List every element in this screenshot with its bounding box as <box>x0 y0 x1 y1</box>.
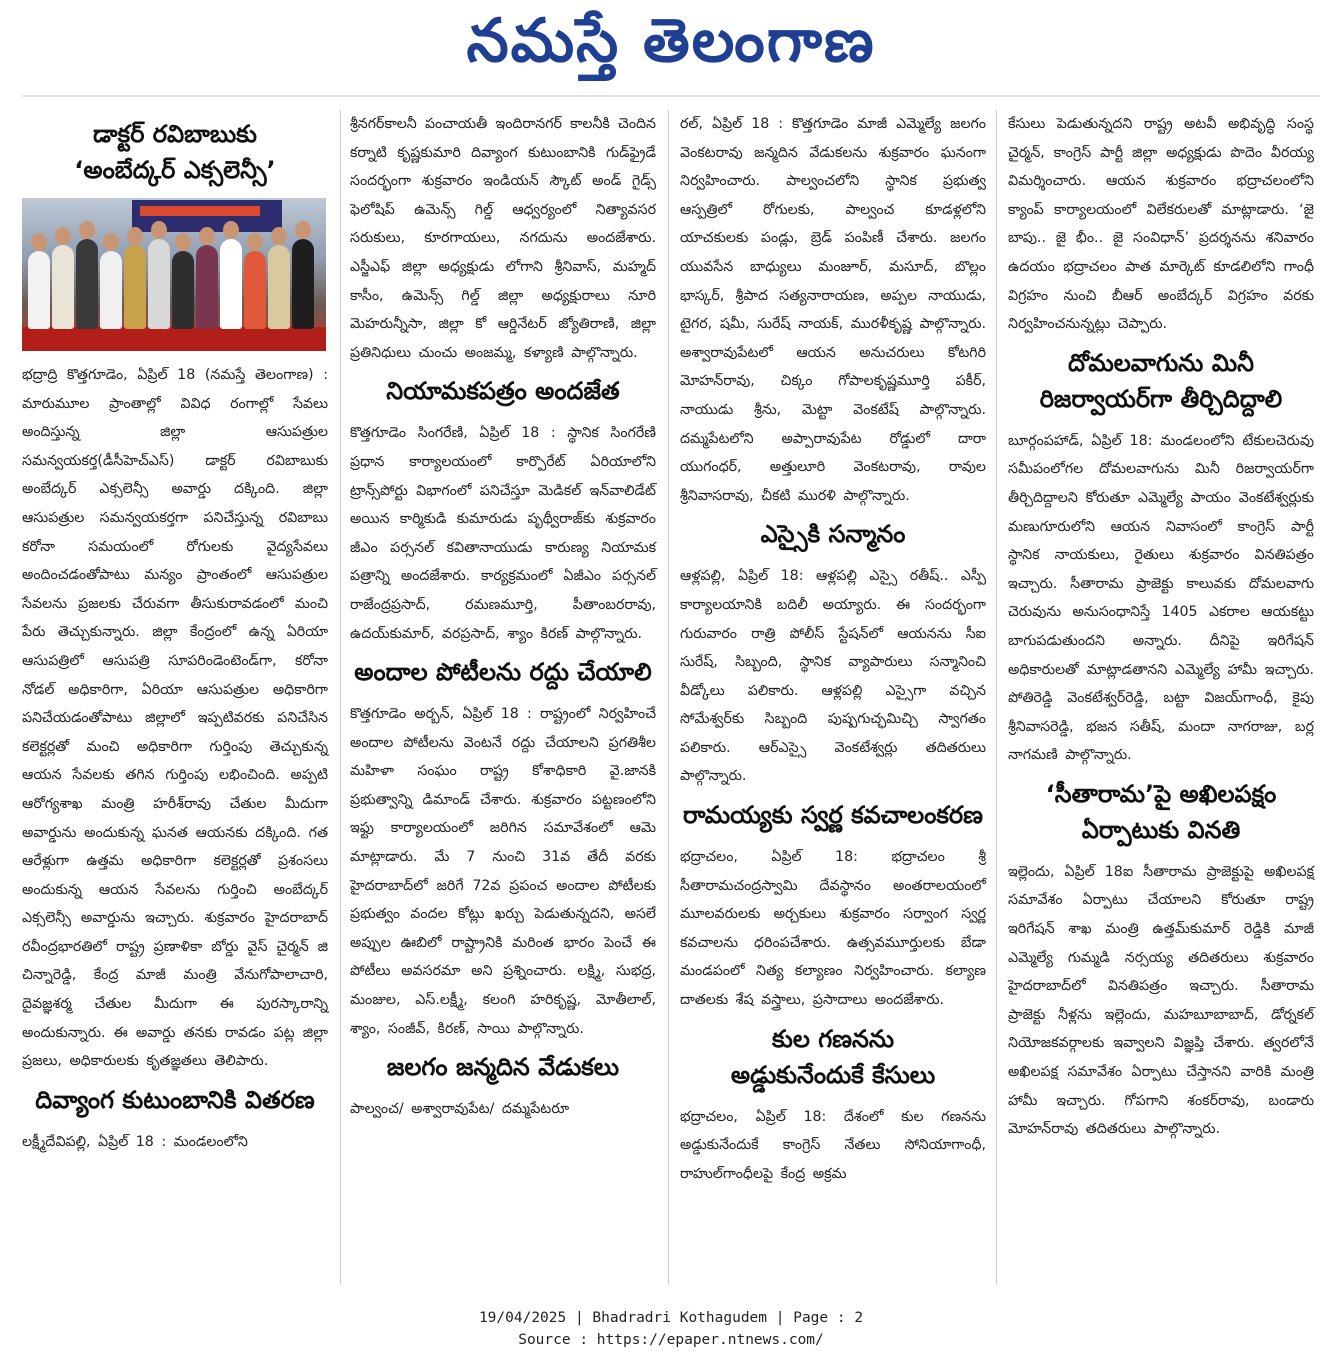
article-body: ఆళ్లపల్లి, ఏప్రిల్ 18: ఆళ్లపల్లి ఎస్సై రతీష్.. ఎస్పీ కార్యాలయానికి బదిలీ అయ్యారు. ఈ సందర్భంగా గురువారం రాత్రి పోలీస్ స్టేషన్‌లో ఆయనను సీఐ సురేష్, సిబ్బంది, స్థానిక వ్యాపారులు సన్మానించి వీడ్కోలు పలికారు. ఆళ్లపల్లి ఎస్సైగా వచ్చిన సోమేశ్వర్‌కు సిబ్బంది పుష్పగుచ్ఛమిచ్చి స్వాగతం పలికారు. ఆర్ఎస్సై వెంకటేశ్వర్లు తదితరులు పాల్గొన్నారు. <box>680 568 986 785</box>
article <box>350 373 656 648</box>
article-headline: ఏర్పాటుకు వినతి <box>1081 815 1241 844</box>
article-headline: అందాల పోటీలను రద్దు చేయాలి <box>354 658 652 687</box>
column-divider <box>668 110 669 1285</box>
article-headline: ‘సీతారామ’పై అఖిలపక్షం <box>1045 779 1277 808</box>
article <box>350 110 656 367</box>
article <box>680 110 986 510</box>
masthead-title: నమస్తే తెలంగాణ <box>466 6 876 76</box>
article-body: పాల్వంచ/ అశ్వారావుపేట/ దమ్మపేటరూ <box>350 1101 570 1118</box>
article <box>1008 345 1314 770</box>
article-body: భద్రాచలం, ఏప్రిల్ 18: భద్రాచలం శ్రీ సీతారామచంద్రస్వామి దేవస్థానం అంతరాలయంలో మూలవరులకు అర్చకులు శుక్రవారం సర్వాంగ స్వర్ణ కవచాలను ధరింపచేశారు. ఉత్సవమూర్తులకు బేడా మండపంలో నిత్య కల్యాణం నిర్వహించారు. కల్యాణ దాతలకు శేష వస్త్రాలు, ప్రసాదాలు అందజేశారు. <box>680 849 986 1009</box>
article <box>350 1049 656 1124</box>
article-body: భద్రాద్రి కొత్తగూడెం, ఏప్రిల్ 18 (నమస్తే తెలంగాణ) : మారుమూల ప్రాంతాల్లో వివిధ రంగాల్లో సేవలు అందిస్తున్న జిల్లా ఆసుపత్రుల సమన్వయకర్త(డీసీహెచ్‌ఎస్) డాక్టర్ రవిబాబుకు అంబేద్కర్ ఎక్సలెన్సీ అవార్డు దక్కింది. జిల్లా ఆసుపత్రుల సమన్వయకర్తగా పనిచేస్తున్న రవిబాబు కరోనా సమయంలో రోగులకు వైద్యసేవలు అందించడంతోపాటు మన్యం ప్రాంతంలో ఆసుపత్రుల సేవలను ప్రజలకు చేరువగా తీసుకురావడంలో మంచి పేరు తెచ్చుకున్నారు. జిల్లా కేంద్రంలో ఉన్న ఏరియా ఆసుపత్రిలో ఆసుపత్రి సూపరిండెంటెండ్‌గా, కరోనా నోడల్ అధికారిగా, ఏరియా ఆసుపత్రుల అధికారిగా పనిచేయడంతోపాటు జిల్లాలో ఇప్పటివరకు పనిచేసిన కలెక్టర్లతో మంచి అధికారిగా గుర్తింపు తెచ్చుకున్న ఆయన సేవలకు తగిన గుర్తింపు లభించింది. అప్పటి ఆరోగ్యశాఖ మంత్రి హరీశ్‌రావు చేతుల మీదుగా అవార్డును అందుకున్న ఘనత ఆయనకు దక్కింది. గత ఆరేళ్లుగా ఉత్తమ అధికారిగా కలెక్టర్లతో ప్రశంసలు అందుకున్న ఆయన సేవలను గుర్తించి అంబేద్కర్ ఎక్సలెన్సీ అవార్డును ఇచ్చారు. శుక్రవారం హైదరాబాద్ రవీంద్రభారతిలో రాష్ట్ర ప్రణాళికా బోర్డు వైస్ చైర్మన్ జి చిన్నారెడ్డి, కేంద్ర మాజీ మంత్రి వేనుగోపాలాచారి, దైవజ్ఞశర్మ చేతుల మీదుగా ఈ పురస్కారాన్ని అందుకున్నారు. ఈ అవార్డు తనకు రావడం పట్ల జిల్లా ప్రజలు, అధికారులకు కృతజ్ఞతలు తెలిపారు. <box>22 367 328 1070</box>
article <box>680 1021 986 1189</box>
news-column-3 <box>680 110 986 1188</box>
article-headline: రామయ్యకు స్వర్ణ కవచాలంకరణ <box>683 801 983 830</box>
article <box>350 654 656 1043</box>
article-headline: దోమలవాగును మినీ <box>1068 348 1254 377</box>
masthead <box>0 0 1342 95</box>
article-headline: జలగం జన్మదిన వేడుకలు <box>386 1053 620 1082</box>
article-body: కొత్తగూడెం అర్బన్, ఏప్రిల్ 18 : రాష్ట్రంలో నిర్వహించే అందాల పోటీలను వెంటనే రద్దు చేయాలని ప్రగతిశీల మహిళా సంఘం రాష్ట్ర కోశాధికారి వై.జానకి ప్రభుత్వాన్ని డిమాండ్ చేశారు. శుక్రవారం పట్టణంలోని ఇఫ్టు కార్యాలయంలో జరిగిన సమావేశంలో ఆమె మాట్లాడారు. మే 7 నుంచి 31వ తేదీ వరకు హైదరాబాద్‌లో జరిగే 72వ ప్రపంచ అందాల పోటీలకు ప్రభుత్వం వందల కోట్లు ఖర్చు పెడుతున్నదని, అసలే అప్పుల ఊబిలో రాష్ట్రానికి మరింత భారం పెంచే ఈ పోటీలు అవసరమా అని ప్రశ్నించారు. లక్ష్మి, సుభద్ర, మంజుల, ఎస్.లక్ష్మీ, కలంగి హరికృష్ణ, మోతీలాల్, శ్యాం, సంజీవ్, కిరణ్, సాయి పాల్గొన్నారు. <box>350 706 656 1037</box>
award-ceremony-photo <box>22 198 326 351</box>
article-headline: దివ్యాంగ కుటుంబానికి వితరణ <box>35 1085 315 1114</box>
source-link[interactable]: Source : https://epaper.ntnews.com/ <box>518 1332 824 1348</box>
article-headline: కుల గణనను <box>771 1024 895 1053</box>
article-body: కొత్తగూడెం సింగరేణి, ఏప్రిల్ 18 : స్థానిక సింగరేణి ప్రధాన కార్యాలయంలో కార్పొరేట్ ఏరియాలోని ట్రాన్స్‌పోర్టు విభాగంలో పనిచేస్తూ మెడికల్ ఇన్‌వాలిడేట్ అయిన కార్మికుడి కుమారుడు పృథ్వీరాజ్‌కు శుక్రవారం జీఎం పర్సనల్ కవితానాయుడు కారుణ్య నియామక పత్రాన్ని అందజేశారు. కార్యక్రమంలో ఏజీఎం పర్సనల్ రాజేంద్రప్రసాద్, రమణమూర్తి, పీతాంబరరావు, ఉదయ్‌కుమార్, వరప్రసాద్, శ్యాం కిరణ్ పాల్గొన్నారు. <box>350 425 656 642</box>
article-body: భద్రాచలం, ఏప్రిల్ 18: దేశంలో కుల గణనను అడ్డుకునేందుకే కాంగ్రెస్ నేతలు సోనియాగాంధీ, రాహుల్‌గాంధీలపై కేంద్ర అక్రమ <box>680 1108 986 1182</box>
article-headline: అడ్డుకునేందుకే కేసులు <box>730 1060 936 1089</box>
article <box>1008 776 1314 1144</box>
article-headline: ఎస్సైకి సన్మానం <box>760 520 906 549</box>
news-column-2 <box>350 110 656 1124</box>
column-divider <box>340 110 341 1285</box>
article-body: బూర్గంపహాడ్, ఏప్రిల్ 18: మండలంలోని టేకులచెరువు సమీపంలోగల దోమలవాగును మినీ రిజర్వాయర్‌గా తీర్చిదిద్దాలని కోరుతూ ఎమ్మెల్యే పాయం వెంకటేశ్వర్లుకు మణుగూరులోని ఆయన నివాసంలో కాంగ్రెస్ పార్టీ స్థానిక నాయకులు, రైతులు శుక్రవారం వినతిపత్రం ఇచ్చారు. సీతారామ ప్రాజెక్టు కాలువకు దోమలవాగు చెరువును అనుసంధానిస్తే 1405 ఎకరాల ఆయకట్టు బాగుపడుతుందని అన్నారు. దీనిపై ఇరిగేషన్ అధికారులతో మాట్లాడతానని ఎమ్మెల్యే హామీ ఇచ్చారు. పోతిరెడ్డి వెంకటేశ్వర్‌రెడ్డి, బట్టా విజయ్‌గాంధీ, కైపు శ్రీనివాసరెడ్డి, భజన సతీష్, మందా నాగరాజు, బర్ల నాగమణి పాల్గొన్నారు. <box>1008 432 1314 764</box>
article <box>680 516 986 791</box>
article-headline: రిజర్వాయర్‌గా తీర్చిదిద్దాలి <box>1039 384 1283 413</box>
article-body: రల్, ఏప్రిల్ 18 : కొత్తగూడెం మాజీ ఎమ్మెల్యే జలగం వెంకటరావు జన్మదిన వేడుకలను శుక్రవారం ఘనంగా నిర్వహించారు. పాల్వంచలోని స్థానిక ప్రభుత్వ ఆస్పత్రిలో రోగులకు, పాల్వంచ కూడళ్లలోని యాచకులకు పండ్లు, బ్రెడ్ పంపిణీ చేశారు. జలగం యువసేన బాధ్యులు మంజూర్, మసూద్, బొల్లం భాస్కర్, శ్రీపాద సత్యనారాయణ, అప్పల నాయుడు, టైగర, షమీ, సురేష్ నాయక్, మురళీకృష్ణ పాల్గొన్నారు. అశ్వారావుపేటలో ఆయన అనుచరులు కోటగిరి మోహన్‌రావు, చిక్కం గోపాలకృష్ణమూర్తి పకీర్, నాయుడు శ్రీను, మెట్టా వెంకటేష్ పాల్గొన్నారు. దమ్మపేటలోని అప్పారావుపేట రోడ్డులో దారా యుగంధర్, అత్తులూరి వెంకటరావు, రావుల శ్రీనివాసరావు, చీకటి మురళి పాల్గొన్నారు. <box>680 116 986 504</box>
article-headline: నియామకపత్రం అందజేత <box>386 377 620 406</box>
article <box>680 797 986 1015</box>
news-column-4 <box>1008 110 1314 1144</box>
masthead-divider <box>22 95 1320 97</box>
edition-info: 19/04/2025 | Bhadradri Kothagudem | Page : 2 <box>478 1310 864 1326</box>
article-body: ఇల్లెందు, ఏప్రిల్ 18ఐ సీతారామ ప్రాజెక్టుపై అఖిలపక్ష సమావేశం ఏర్పాటు చేయాలని కోరుతూ రాష్ట్ర ఇరిగేషన్ శాఖ మంత్రి ఉత్తమ్‌కుమార్ రెడ్డికి మాజీ ఎమ్మెల్యే గుమ్మడి నర్సయ్య తదితరులు శుక్రవారం హైదరాబాద్‌లో వినతిపత్రం ఇచ్చారు. సీతారామ ప్రాజెక్టు నీళ్లను ఇల్లెందు, మహబూబాబాద్, డోర్నకల్ నియోజకవర్గాలకు ఇవ్వాలని విజ్ఞప్తి చేశారు. త్వరలోనే అఖిలపక్ష సమావేశం ఏర్పాటు చేస్తానని వారికి మంత్రి హామీ ఇచ్చారు. గోపగాని శంకర్‌రావు, బండారు మోహన్‌రావు తదితరులు పాల్గొన్నారు. <box>1008 863 1314 1138</box>
column-divider <box>996 110 997 1285</box>
article-body: శ్రీనగర్‌కాలనీ పంచాయతీ ఇందిరానగర్ కాలనీకి చెందిన కర్నాటి కృష్ణకుమారి దివ్యాంగ కుటుంబానికి గుడ్‌ఫ్రైడే సందర్భంగా శుక్రవారం ఇండియన్ స్కౌట్ అండ్ గైడ్స్ ఫెలోషిప్ ఉమెన్స్ గిల్డ్ ఆధ్వర్యంలో నిత్యావసర సరుకులు, కూరగాయలు, నగదును అందజేశారు. ఎస్జీఎఫ్ జిల్లా అధ్యక్షుడు లోగాని శ్రీనివాస్, మహ్మద్ కాసీం, ఉమెన్స్ గిల్డ్ జిల్లా అధ్యక్షురాలు నూరి మెహరున్నీసా, జిల్లా కో ఆర్డినేటర్ జ్యోతిరాణి, జిల్లా ప్రతినిధులు చుంచు అంజమ్మ, కళ్యాణి పాల్గొన్నారు. <box>350 116 656 361</box>
article <box>1008 110 1314 339</box>
article-headline: డాక్టర్ రవిబాబుకు <box>93 120 257 148</box>
article-body: లక్ష్మీదేవిపల్లి, ఏప్రిల్ 18 : మండలంలోని <box>22 1133 248 1150</box>
news-column-1 <box>22 110 328 1156</box>
article-headline: ‘అంబేద్కర్ ఎక్సలెన్సీ’ <box>74 156 276 184</box>
article-body: కేసులు పెడుతున్నదని రాష్ట్ర అటవీ అభివృద్ధి సంస్థ చైర్మన్, కాంగ్రెస్ పార్టీ జిల్లా అధ్యక్షుడు పొదెం వీరయ్య విమర్శించారు. ఆయన శుక్రవారం భద్రాచలంలోని క్యాంప్ కార్యాలయంలో విలేకరులతో మాట్లాడారు. ‘జై బాపు.. జై భీం.. జై సంవిధాన్’ ప్రదర్శనను శనివారం ఉదయం భద్రాచలం పాత మార్కెట్ కూడలిలోని గాంధీ విగ్రహం నుంచి బీఆర్ అంబేద్కర్ విగ్రహం వరకు నిర్వహించనున్నట్లు చెప్పారు. <box>1008 116 1314 333</box>
article <box>22 116 328 1076</box>
article <box>22 1082 328 1157</box>
